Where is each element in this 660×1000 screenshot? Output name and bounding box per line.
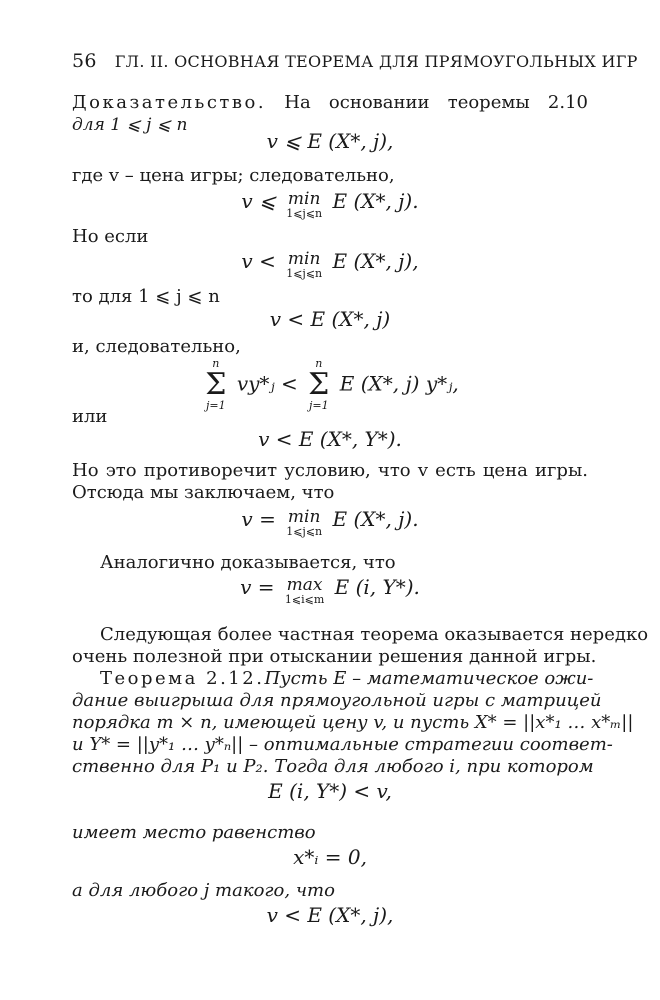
theorem-line-3: порядка m × n, имеющей цену v, и пусть X* = ||x*₁ … x*ₘ||: [72, 712, 634, 733]
theorem-line-2: дание выигрыша для прямоугольной игры с матрицей: [72, 690, 602, 711]
formula-3: [72, 250, 588, 280]
theorem-line-1: [100, 668, 594, 690]
proof-line-5: то для 1 ⩽ j ⩽ n: [72, 286, 220, 307]
proof-heading: Доказательство.: [72, 92, 267, 113]
proof-line-6: и, следовательно,: [72, 336, 241, 357]
formula-7: [72, 508, 588, 538]
formula-part: E (X*, j) y*ⱼ,: [339, 371, 459, 396]
max-operator: [285, 576, 324, 606]
operator-word: min: [287, 249, 321, 269]
text-word: 2.10: [547, 92, 588, 113]
formula-part: E (X*, j).: [332, 507, 419, 531]
formula-5: [72, 358, 588, 412]
text-word: На: [284, 92, 311, 113]
theorem-text: Пусть E – математическое ожи-: [264, 668, 594, 689]
proof-line-2: для 1 ⩽ j ⩽ n: [72, 115, 188, 135]
formula-4: v < E (X*, j): [269, 307, 391, 331]
proof-line-7: или: [72, 406, 108, 427]
operator-range: 1⩽j⩽n: [286, 525, 323, 538]
operator-range: 1⩽i⩽m: [284, 593, 325, 606]
formula-1: v ⩽ E (X*, j),: [266, 129, 394, 153]
formula-part: v ⩽: [241, 189, 276, 213]
sum-upper: n: [315, 357, 323, 370]
sigma-symbol: Σ: [205, 367, 227, 402]
formula-part: E (i, Y*).: [334, 575, 420, 599]
proof-line-8: Но это противоречит условию, что v есть цена игры.: [72, 460, 588, 481]
theorem-formula-3: v < E (X*, j),: [266, 903, 394, 927]
operator-range: 1⩽j⩽n: [286, 207, 323, 220]
running-header: [72, 50, 638, 73]
min-operator: [286, 508, 322, 538]
sum-operator: [308, 358, 329, 412]
operator-word: min: [287, 507, 321, 527]
formula-8: [72, 576, 588, 606]
theorem-line-4: и Y* = ||y*₁ … y*ₙ|| – оптимальные стратегии соответ-: [72, 734, 613, 755]
operator-word: max: [286, 575, 323, 595]
remark-line-2: очень полезной при отыскании решения данной игры.: [72, 646, 597, 667]
formula-part: v =: [240, 575, 275, 599]
text-word: теоремы: [447, 92, 530, 113]
running-title: ГЛ. II. ОСНОВНАЯ ТЕОРЕМА ДЛЯ ПРЯМОУГОЛЬНЫХ ИГР: [114, 52, 638, 71]
sigma-symbol: Σ: [308, 367, 330, 402]
theorem-formula-2: x*ᵢ = 0,: [293, 845, 367, 869]
proof-line-4: Но если: [72, 226, 149, 247]
formula-part: E (X*, j).: [332, 189, 419, 213]
proof-line-10: Аналогично доказывается, что: [100, 552, 396, 573]
proof-line-9: Отсюда мы заключаем, что: [72, 482, 335, 503]
text-word: основании: [328, 92, 430, 113]
formula-part: v <: [241, 249, 276, 273]
min-operator: [286, 250, 322, 280]
theorem-line-5: ственно для P₁ и P₂. Тогда для любого i, при котором: [72, 756, 594, 777]
theorem-line-7: а для любого j такого, что: [72, 880, 335, 901]
sum-upper: n: [212, 357, 220, 370]
sum-operator: [205, 358, 226, 412]
formula-part: vy*ⱼ <: [236, 371, 298, 396]
sum-lower: j=1: [308, 399, 329, 412]
operator-word: min: [287, 189, 321, 209]
formula-2: [72, 190, 588, 220]
proof-line-1: [72, 92, 588, 114]
theorem-line-6: имеет место равенство: [72, 822, 316, 843]
theorem-formula-1: E (i, Y*) < v,: [268, 779, 392, 803]
theorem-label: Теорема 2.12.: [100, 668, 265, 689]
formula-part: E (X*, j),: [332, 249, 419, 273]
remark-line-1: Следующая более частная теорема оказывается нередко: [100, 624, 649, 645]
formula-part: v =: [241, 507, 276, 531]
page-number: 56: [72, 50, 97, 72]
operator-range: 1⩽j⩽n: [286, 267, 323, 280]
proof-line-3: где v – цена игры; следовательно,: [72, 165, 395, 186]
min-operator: [286, 190, 322, 220]
sum-lower: j=1: [206, 399, 226, 412]
formula-6: v < E (X*, Y*).: [258, 427, 402, 451]
